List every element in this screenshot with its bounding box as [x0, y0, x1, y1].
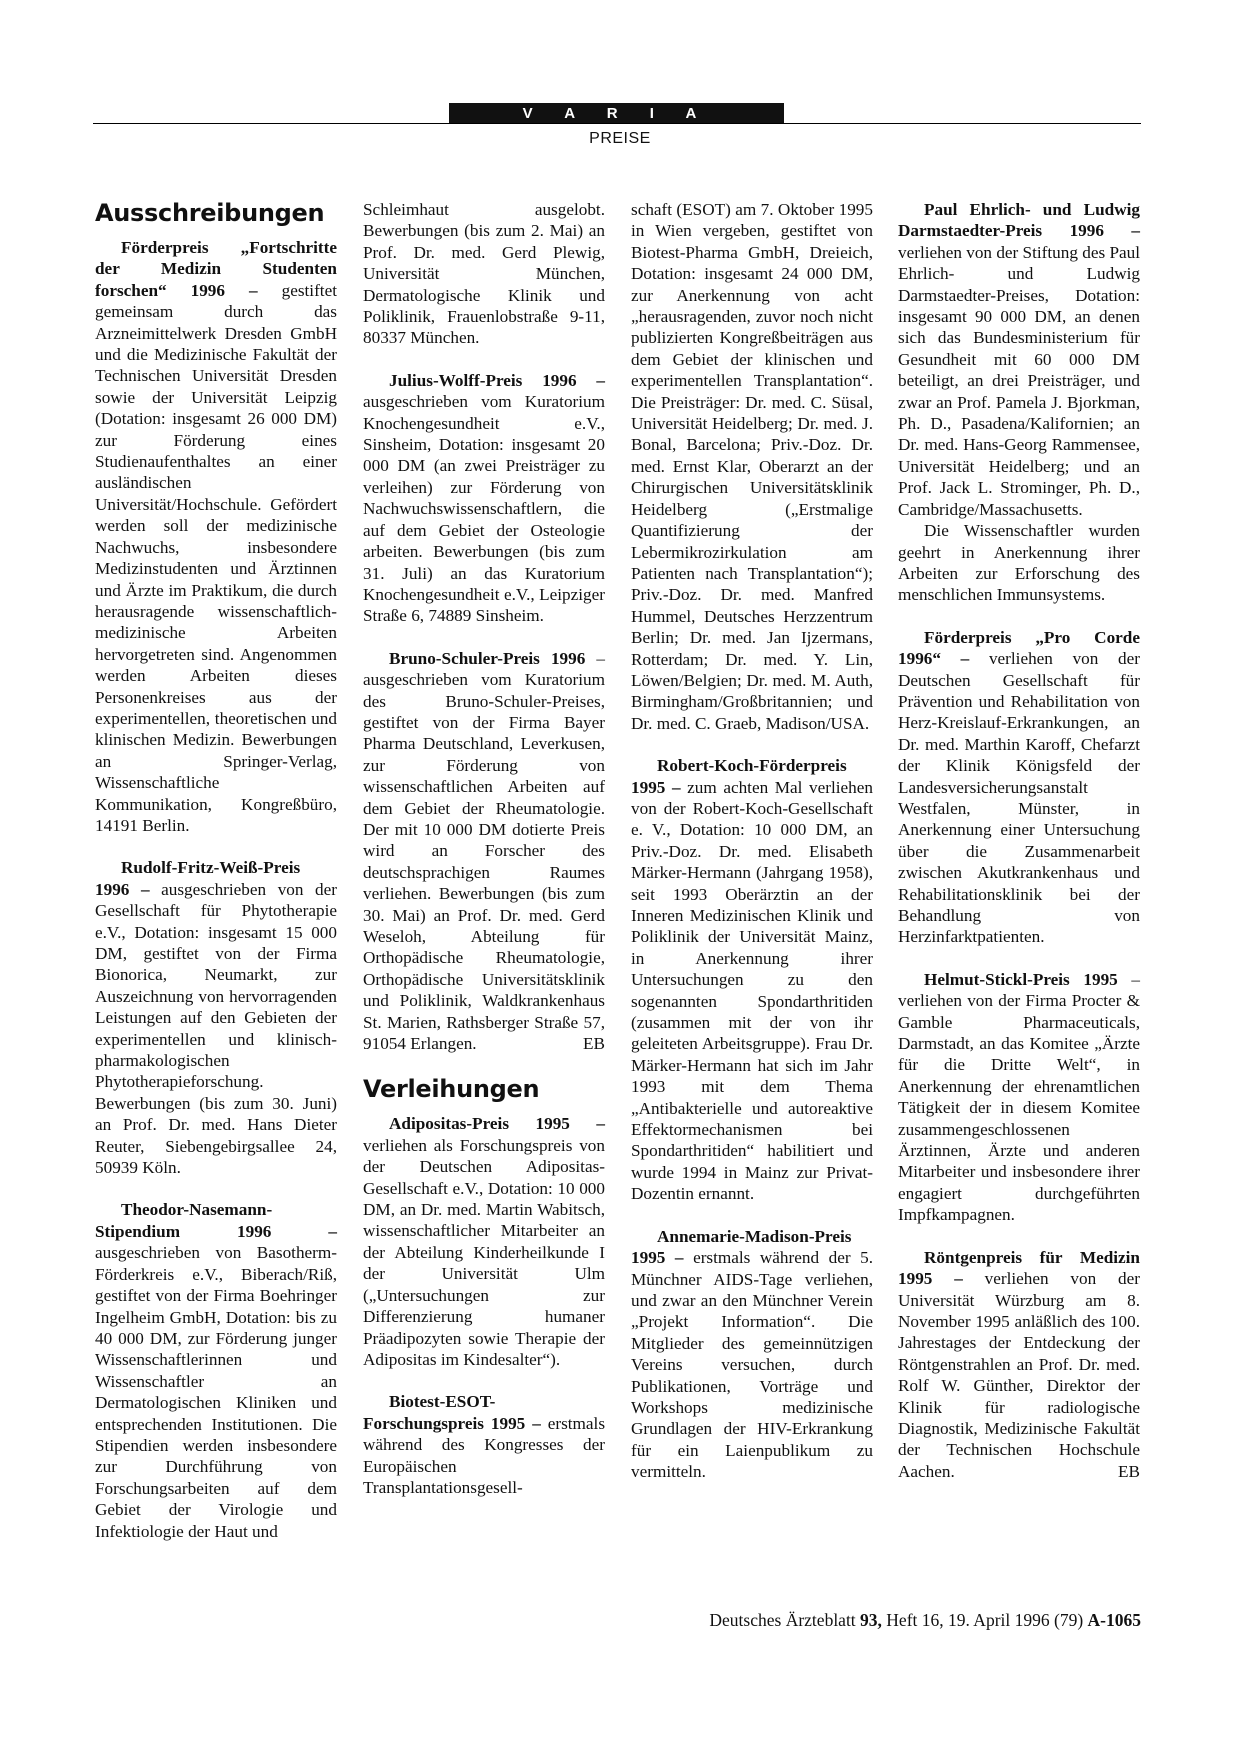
article-body: ausgeschrieben von der Gesellschaft für Phytotherapie e.V., Dotation: insgesamt 15 000 DM, gestiftet von der Firma Bionorica, Neumarkt, zur Auszeichnung von hervorragenden Leistungen auf den Gebieten der experimentellen und klinisch-pharmakologischen Phytotherapieforschung. Bewerbungen (bis zum 30. Juni) an Prof. Dr. med. Hans Dieter Reuter, Siebengebirgsallee 24, 50939 Köln. [95, 879, 337, 1178]
article-body: zum achten Mal verliehen von der Robert-Koch-Gesellschaft e. V., Dotation: 10 000 DM, an Priv.-Doz. Dr. med. Elisabeth Märker-Hermann (Jahrgang 1958), seit 1993 Oberärztin an der Inneren Medizinischen Klinik und Poliklinik der Universität Mainz, in Anerkennung ihrer Untersuchungen zu den sogenannten Spondarthritiden (zusammen mit der von ihr geleiteten Arbeitsgruppe). Frau Dr. Märker-Hermann hat sich im Jahr 1993 mit dem Thema „Antibakterielle und autoreaktive Effektormechanismen bei Spondarthritiden“ habilitiert und wurde 1994 in Mainz zur Privat-Dozentin ernannt. [631, 777, 873, 1204]
article-body: – verliehen von der Firma Procter & Gamble Pharmaceuticals, Darmstadt, an das Komitee „Ärzte für die Dritte Welt“, in Anerkennung der ehrenamtlichen Tätigkeit der in diesem Komitee zusammengeschlossenen Ärztinnen, Ärzte und anderen Mitarbeiter und insbesondere ihrer engagiert durchgeführten Impfkampagnen. [898, 969, 1140, 1225]
article-paul-ehrlich [898, 199, 1140, 520]
heading-ausschreibungen: Ausschreibungen [95, 199, 325, 227]
article-body: Die Wissenschaftler wurden geehrt in Anerkennung ihrer Arbeiten zur Erforschung des menschlichen Immunsystems. [898, 521, 1140, 605]
page-number: A-1065 [1087, 1610, 1141, 1630]
article-title: Förderpreis „Pro Corde 1996“ – [898, 627, 1140, 669]
article-continuation [363, 199, 605, 349]
article-title: Helmut-Stickl-Preis 1995 [924, 969, 1118, 989]
journal-name: Deutsches Ärzteblatt [709, 1610, 861, 1630]
journal-volume: 93, [860, 1610, 882, 1630]
article-biotest-esot [363, 1391, 605, 1498]
article-body: verliehen als Forschungspreis von der Deutschen Adipositas-Gesellschaft e.V., Dotation: 10 000 DM, an Dr. med. Martin Wabitsch, wissenschaftlicher Mitarbeiter an der Abteilung Kinderheilkunde I der Universität Ulm („Untersuchungen zur Differenzierung humaner Präadipozyten sowie Therapie der Adipositas im Kindesalter“). [363, 1135, 605, 1369]
article-helmut-stickl [898, 969, 1140, 1226]
column-2 [363, 199, 605, 1498]
section-label: PREISE [589, 130, 651, 147]
article-title: Annemarie-Madison-Preis 1995 – [631, 1226, 852, 1268]
article-bruno-schuler [363, 648, 605, 1055]
author-sign: EB [583, 1034, 605, 1054]
article-body: schaft (ESOT) am 7. Oktober 1995 in Wien vergeben, gestiftet von Biotest-Pharma GmbH, Dreieich, Dotation: insgesamt 24 000 DM, zur Anerkennung von acht „herausragenden, zuvor noch nicht publizierten Kongreßbeiträgen aus dem Gebiet der klinischen und experimentellen Transplantation“. Die Preisträger: Dr. med. C. Süsal, Universität Heidelberg; Dr. med. J. Bonal, Barcelona; Priv.-Doz. Dr. med. Ernst Klar, Oberarzt an der Chirurgischen Universitätsklinik Heidelberg („Erstmalige Quantifizierung der Lebermikrozirkulation am Patienten nach Transplantation“); Priv.-Doz. Dr. med. Manfred Hummel, Deutsches Herzzentrum Berlin; Dr. med. Jan Ijzermans, Rotterdam; Dr. med. Y. Lin, Löwen/Belgien; Dr. med. M. Auth, Birmingham/Großbritannien; und Dr. med. C. Graeb, Madison/USA. [631, 200, 873, 733]
article-title: Bruno-Schuler-Preis 1996 [389, 648, 586, 668]
article-body: verliehen von der Universität Würzburg am 8. November 1995 anläßlich des 100. Jahrestages der Entdeckung der Röntgenstrahlen an Prof. Dr. med. Rolf W. Günther, Direktor der Klinik für radiologische Diagnostik, Medizinische Fakultät der Technischen Hochschule Aachen. [898, 1269, 1141, 1481]
article-title: Biotest-ESOT-Forschungspreis 1995 – [363, 1392, 541, 1433]
article-title: Förderpreis „Fortschritte der Medizin Studenten forschen“ 1996 – [95, 238, 337, 300]
article-julius-wolff [363, 370, 605, 627]
article-title: Rudolf-Fritz-Weiß-Preis 1996 – [95, 858, 301, 899]
header-rule [93, 123, 1141, 124]
article-body: Schleimhaut ausgelobt. Bewerbungen (bis zum 2. Mai) an Prof. Dr. med. Gerd Plewig, Universität München, Dermatologische Klinik und Poliklinik, Frauenlobstraße 9-11, 80337 München. [363, 200, 605, 348]
article-title: Theodor-Nasemann-Stipendium 1996 – [95, 1200, 337, 1241]
article-title: Paul Ehrlich- und Ludwig Darmstaedter-Preis 1996 – [898, 200, 1140, 241]
author-sign: EB [1118, 1461, 1140, 1481]
article-roentgenpreis [898, 1247, 1140, 1482]
article-body: verliehen von der Stiftung des Paul Ehrlich- und Ludwig Darmstaedter-Preises, Dotation: insgesamt 90 000 DM, an denen sich das Bundesministerium für Gesundheit mit 60 000 DM beteiligt, an drei Preisträger, und zwar an Prof. Pamela J. Bjorkman, Ph. D., Pasadena/Kalifornien; an Dr. med. Hans-Georg Rammensee, Universität Heidelberg; und an Prof. Jack L. Strominger, Ph. D., Cambridge/Massachusetts. [898, 242, 1141, 519]
article-adipositas [363, 1113, 605, 1370]
article-body: – ausgeschrieben vom Kuratorium des Bruno-Schuler-Preises, gestiftet von der Firma Bayer Pharma Deutschland, Leverkusen, zur Förderung von wissenschaftlichen Arbeiten auf dem Gebiet der Rheumatologie. Der mit 10 000 DM dotierte Preis wird an Forscher des deutschsprachigen Raumes verliehen. Bewerbungen (bis zum 30. Mai) an Prof. Dr. med. Gerd Weseloh, Abteilung für Orthopädische Rheumatologie, Orthopädische Universitätsklinik und Poliklinik, Waldkrankenhaus St. Marien, Rathsberger Straße 57, 91054 Erlangen. [363, 648, 605, 1054]
article-paul-ehrlich-continued [898, 520, 1140, 606]
article-body: gestiftet gemeinsam durch das Arzneimittelwerk Dresden GmbH und die Medizinische Fakultät der Technischen Universität Dresden sowie der Universität Leipzig (Dotation: insgesamt 26 000 DM) zur Förderung eines Studienaufenthaltes an einer ausländischen Universität/Hochschule. Gefördert werden soll der medizinische Nachwuchs, insbesondere Medizinstudenten und Ärztinnen und Ärzte im Praktikum, die durch herausragende wissenschaftlich-medizinische Arbeiten hervorgetreten sind. Angenommen werden Arbeiten dieses Personenkreises aus der experimentellen, theoretischen und klinischen Medizin. Bewerbungen an Springer-Verlag, Wissenschaftliche Kommunikation, Kongreßbüro, 14191 Berlin. [95, 280, 337, 835]
article-body: erstmals während des Kongresses der Europäischen Transplantationsgesell- [363, 1413, 606, 1497]
article-body: ausgeschrieben vom Kuratorium Knochengesundheit e.V., Sinsheim, Dotation: insgesamt 20 000 DM (an zwei Preisträger zu verleihen) zur Förderung von Nachwuchswissenschaftlern, die auf dem Gebiet der Osteologie arbeiten. Bewerbungen (bis zum 31. Juli) an das Kuratorium Knochengesundheit e.V., Leipziger Straße 6, 74889 Sinsheim. [363, 392, 605, 626]
article-title: Röntgenpreis für Medizin 1995 – [898, 1247, 1140, 1289]
article-foerderpreis-fortschritte [95, 237, 337, 836]
issue-info: Heft 16, 19. April 1996 (79) [881, 1610, 1088, 1630]
page-footer [709, 1610, 1141, 1631]
heading-verleihungen: Verleihungen [363, 1075, 540, 1104]
article-body: ausgeschrieben von Basotherm-Förderkreis e.V., Biberach/Riß, gestiftet von der Firma Boehringer Ingelheim GmbH, Dotation: bis zu 40 000 DM, zur Förderung junger Wissenschaftlerinnen und Wissenschaftler an Dermatologischen Kliniken und entsprechenden Institutionen. Die Stipendien werden insbesondere zur Durchführung von Forschungsarbeiten auf dem Gebiet der Virologie und Infektiologie der Haut und [95, 1243, 337, 1541]
article-rudolf-fritz-weiss [95, 857, 337, 1178]
article-body: erstmals während der 5. Münchner AIDS-Tage verliehen, und zwar an den Münchner Verein „Projekt Information“. Die Mitglieder des gemeinnützigen Vereins versuchen, durch Publikationen, Vorträge und Workshops medizinische Grundlagen der HIV-Erkrankung für ein Laienpublikum zu vermitteln. [631, 1248, 873, 1482]
article-robert-koch [631, 755, 873, 1205]
article-body: verliehen von der Deutschen Gesellschaft für Prävention und Rehabilitation von Herz-Kreislauf-Erkrankungen, an Dr. med. Marthin Karoff, Chefarzt der Klinik Königsfeld der Landesversicherungsanstalt Westfalen, Münster, in Anerkennung einer Untersuchung über die Zusammenarbeit zwischen Akutkrankenhaus und Rehabilitationsklinik bei der Behandlung von Herzinfarktpatienten. [898, 649, 1141, 947]
column-3 [631, 199, 873, 1483]
column-1 [95, 199, 337, 1542]
article-title: Julius-Wolff-Preis 1996 – [389, 370, 605, 390]
article-pro-corde [898, 627, 1140, 948]
article-annemarie-madison [631, 1226, 873, 1483]
article-title: Adipositas-Preis 1995 – [389, 1114, 605, 1134]
article-continuation [631, 199, 873, 734]
column-4 [898, 199, 1140, 1482]
article-theodor-nasemann [95, 1199, 337, 1542]
section-banner: V A R I A [449, 103, 784, 124]
article-title: Robert-Koch-Förderpreis 1995 – [631, 756, 847, 797]
